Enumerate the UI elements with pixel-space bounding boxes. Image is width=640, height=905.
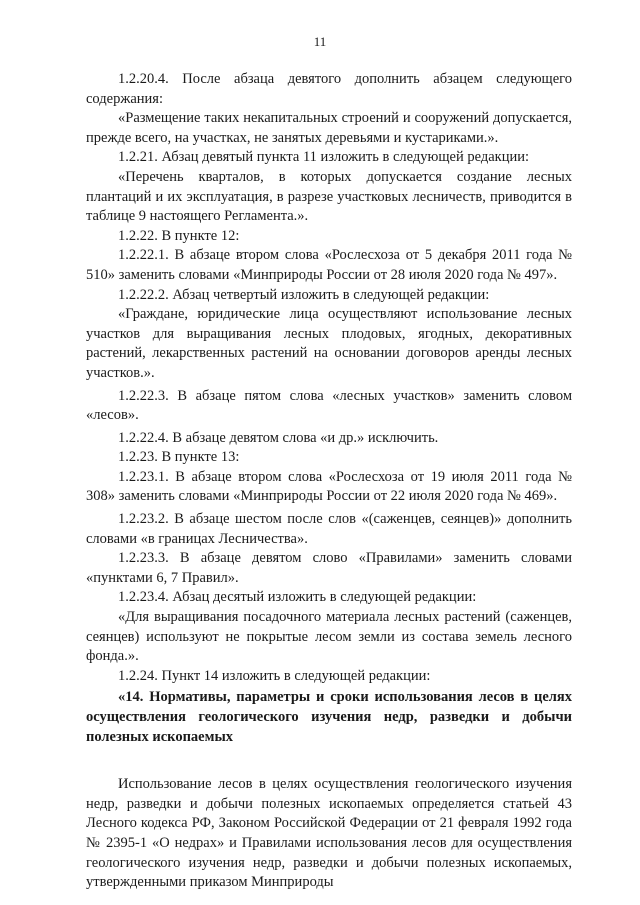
paragraph-quote-quarters: «Перечень кварталов, в которых допускается создание лесных плантаций и их эксплуатация, в разрезе участковых лесничеств, приводится в таблице 9 настоящего Регламента.». xyxy=(86,168,572,225)
paragraph-1-2-23-3: 1.2.23.3. В абзаце девятом слово «Правилами» заменить словами «пунктами 6, 7 Правил». xyxy=(86,550,572,586)
paragraph-1-2-20-4: 1.2.20.4. После абзаца девятого дополнить абзацем следующего содержания: xyxy=(86,71,572,107)
section-heading-14: «14. Нормативы, параметры и сроки использования лесов в целях осуществления геологического изучения недр, разведки и добычи полезных ископаемых xyxy=(86,689,572,745)
document-body xyxy=(86,70,572,893)
paragraph-1-2-23-2: 1.2.23.2. В абзаце шестом после слов «(саженцев, сеянцев)» дополнить словами «в границах Лесничества». xyxy=(86,511,572,547)
paragraph-quote-citizens: «Граждане, юридические лица осуществляют использование лесных участков для выращивания лесных плодовых, ягодных, декоративных растений, лекарственных растений на основании договоров аренды лесных участков.». xyxy=(86,306,572,381)
paragraph-1-2-24: 1.2.24. Пункт 14 изложить в следующей редакции: xyxy=(118,667,431,684)
paragraph-1-2-21: 1.2.21. Абзац девятый пункта 11 изложить в следующей редакции: xyxy=(118,149,530,166)
paragraph-1-2-22: 1.2.22. В пункте 12: xyxy=(118,227,240,244)
paragraph-1-2-22-2: 1.2.22.2. Абзац четвертый изложить в следующей редакции: xyxy=(118,286,490,303)
paragraph-geological-use: Использование лесов в целях осуществления геологического изучения недр, разведки и добычи полезных ископаемых определяется статьей 43 Лесного кодекса РФ, Законом Российской Федерации от 21 февраля 1992 года № 2395-1 «О недрах» и Правилами использования лесов для осуществления геологического изучения недр, разведки и добычи полезных ископаемых, утвержденными приказом Минприроды xyxy=(86,776,572,891)
section-spacer xyxy=(86,747,572,775)
paragraph-1-2-23: 1.2.23. В пункте 13: xyxy=(118,449,240,466)
paragraph-quote-placement: «Размещение таких некапитальных строений и сооружений допускается, прежде всего, на участках, не занятых деревьями и кустариками.». xyxy=(86,110,572,146)
page-number: 11 xyxy=(313,34,327,49)
paragraph-1-2-22-1: 1.2.22.1. В абзаце втором слова «Рослесхоза от 5 декабря 2011 года № 510» заменить словами «Минприроды России от 28 июля 2020 года № 497». xyxy=(86,247,572,283)
paragraph-1-2-23-1: 1.2.23.1. В абзаце втором слова «Рослесхоза от 19 июля 2011 года № 308» заменить словами «Минприроды России от 22 июля 2020 года № 469». xyxy=(86,468,572,505)
paragraph-1-2-22-3: 1.2.22.3. В абзаце пятом слова «лесных участков» заменить словом «лесов». xyxy=(86,387,572,424)
paragraph-1-2-23-4: 1.2.23.4. Абзац десятый изложить в следующей редакции: xyxy=(118,589,477,606)
paragraph-1-2-22-4: 1.2.22.4. В абзаце девятом слова «и др.» исключить. xyxy=(118,429,439,446)
paragraph-quote-seedlings: «Для выращивания посадочного материала лесных растений (саженцев, сеянцев) используют не покрытые лесом земли из состава земель лесного фонда.». xyxy=(86,609,572,665)
